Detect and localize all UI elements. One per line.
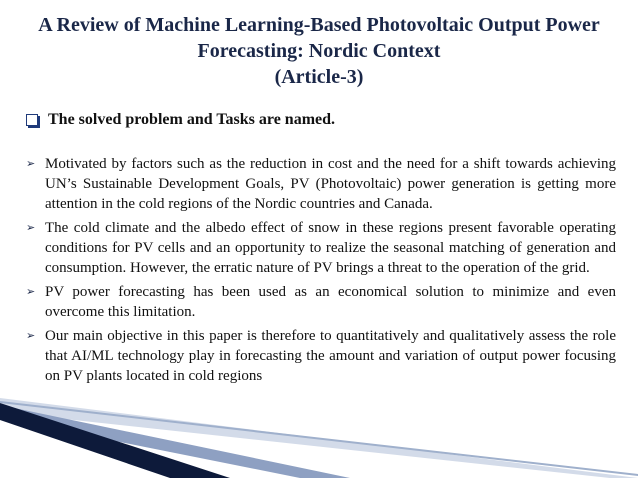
- swoosh-thin-line: [0, 401, 638, 476]
- arrowhead-bullet-icon: ➢: [26, 330, 36, 342]
- section-heading-text: The solved problem and Tasks are named.: [48, 111, 336, 128]
- list-item: [24, 282, 616, 322]
- section-heading: [26, 111, 616, 129]
- arrowhead-bullet-icon: ➢: [26, 286, 36, 298]
- slide-title: [6, 12, 632, 90]
- arrowhead-bullet-icon: ➢: [26, 222, 36, 234]
- list-item-text: The cold climate and the albedo effect of snow in these regions present favorable operating conditions for PV cells and an opportunity to realize the seasonal matching of generation and consumption. However, the erratic nature of PV brings a threat to the operation of the grid.: [45, 220, 616, 276]
- title-line-3: (Article-3): [274, 66, 364, 88]
- title-line-2: Forecasting: Nordic Context: [197, 40, 441, 62]
- square-bullet-icon: [26, 114, 38, 126]
- swoosh-light-band: [0, 398, 638, 478]
- bullet-list: [24, 154, 616, 390]
- list-item-text: Our main objective in this paper is therefore to quantitatively and qualitatively assess the role that AI/ML technology play in forecasting the amount and variation of output power focusing on PV plants located in cold regions: [45, 328, 616, 384]
- list-item-text: PV power forecasting has been used as an economical solution to minimize and even overcome this limitation.: [45, 284, 616, 320]
- list-item: [24, 154, 616, 214]
- swoosh-mid-band: [0, 405, 350, 478]
- list-item: [24, 326, 616, 386]
- arrowhead-bullet-icon: ➢: [26, 158, 36, 170]
- title-line-1: A Review of Machine Learning-Based Photovoltaic Output Power: [38, 14, 600, 36]
- list-item-text: Motivated by factors such as the reduction in cost and the need for a shift towards achieving UN’s Sustainable Development Goals, PV (Photovoltaic) power generation is getting more attention in the cold regions of the Nordic countries and Canada.: [45, 156, 616, 212]
- list-item: [24, 218, 616, 278]
- swoosh-dark-band: [0, 403, 230, 478]
